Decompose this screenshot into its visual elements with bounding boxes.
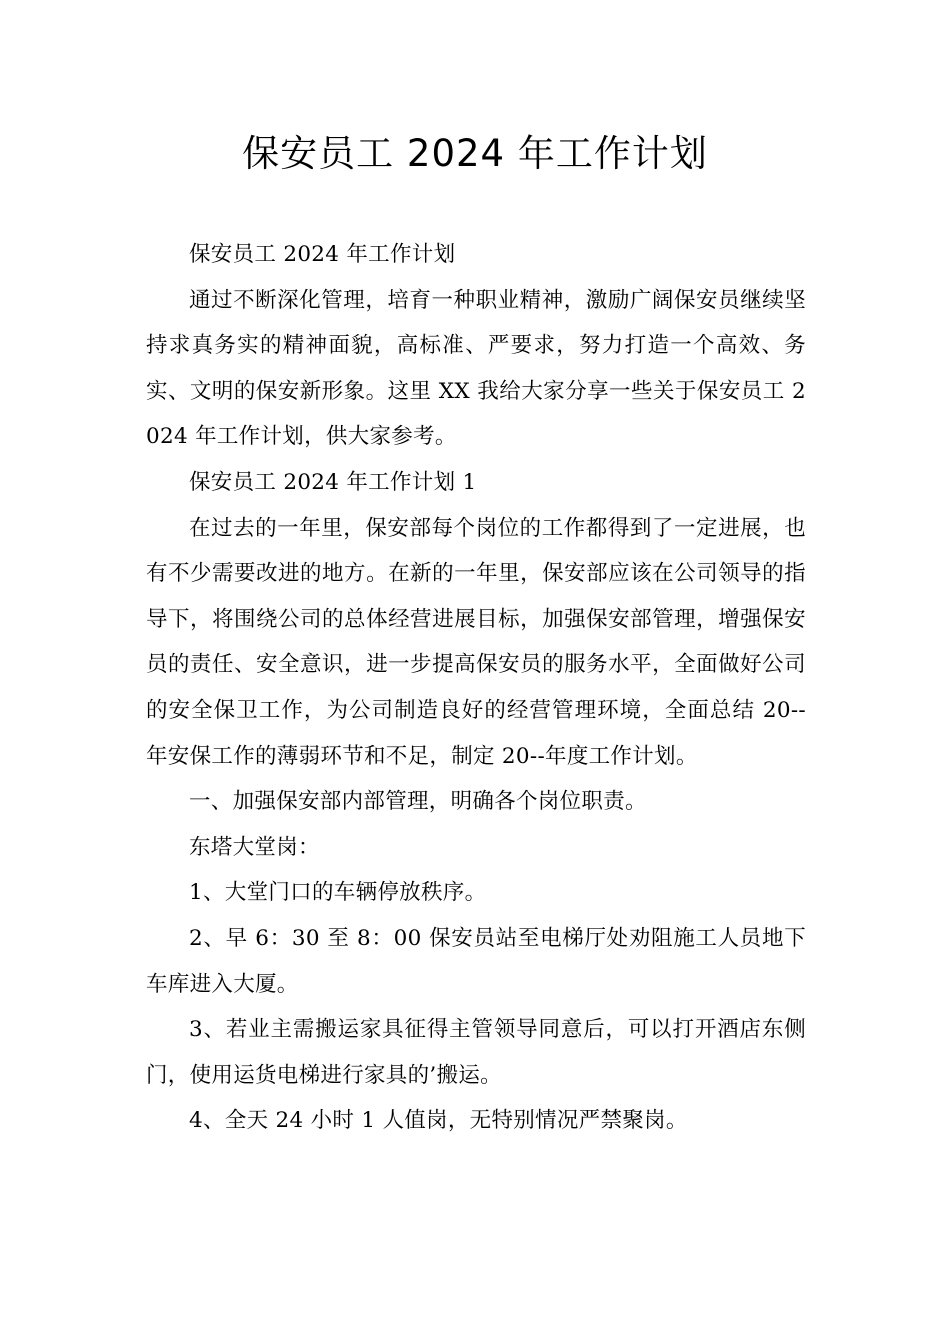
paragraph-section-heading: 保安员工 2024 年工作计划 1 — [189, 469, 477, 495]
paragraph-post-name: 东塔大堂岗： — [189, 834, 320, 860]
paragraph-intro: 通过不断深化管理，培育一种职业精神，激励广阔保安员继续坚持求真务实的精神面貌，高标准、严要求，努力打造一个高效、务实、文明的保安新形象。这里 XX 我给大家分享一些关于保安员工 2024 年工作计划，供大家参考。 — [146, 287, 806, 450]
paragraph-list-item-1: 1、大堂门口的车辆停放秩序。 — [189, 880, 487, 906]
paragraph-item-heading: 一、加强保安部内部管理，明确各个岗位职责。 — [189, 789, 647, 815]
document-body — [146, 232, 806, 1144]
paragraph-subtitle: 保安员工 2024 年工作计划 — [189, 242, 456, 267]
document-title: 保安员工 2024 年工作计划 — [242, 132, 708, 175]
paragraph-list-item-3: 3、若业主需搬运家具征得主管领导同意后，可以打开酒店东侧门，使用运货电梯进行家具的’搬运。 — [146, 1017, 806, 1088]
paragraph-review: 在过去的一年里，保安部每个岗位的工作都得到了一定进展，也有不少需要改进的地方。在新的一年里，保安部应该在公司领导的指导下，将围绕公司的总体经营进展目标，加强保安部管理，增强保安员的责任、安全意识，进一步提高保安员的服务水平，全面做好公司的安全保卫工作，为公司制造良好的经营管理环境，全面总结 20--年安保工作的薄弱环节和不足，制定 20--年度工作计划。 — [146, 515, 806, 769]
paragraph-list-item-2: 2、早 6：30 至 8：00 保安员站至电梯厅处劝阻施工人员地下车库进入大厦。 — [146, 925, 806, 997]
paragraph-list-item-4: 4、全天 24 小时 1 人值岗，无特别情况严禁聚岗。 — [189, 1108, 688, 1134]
